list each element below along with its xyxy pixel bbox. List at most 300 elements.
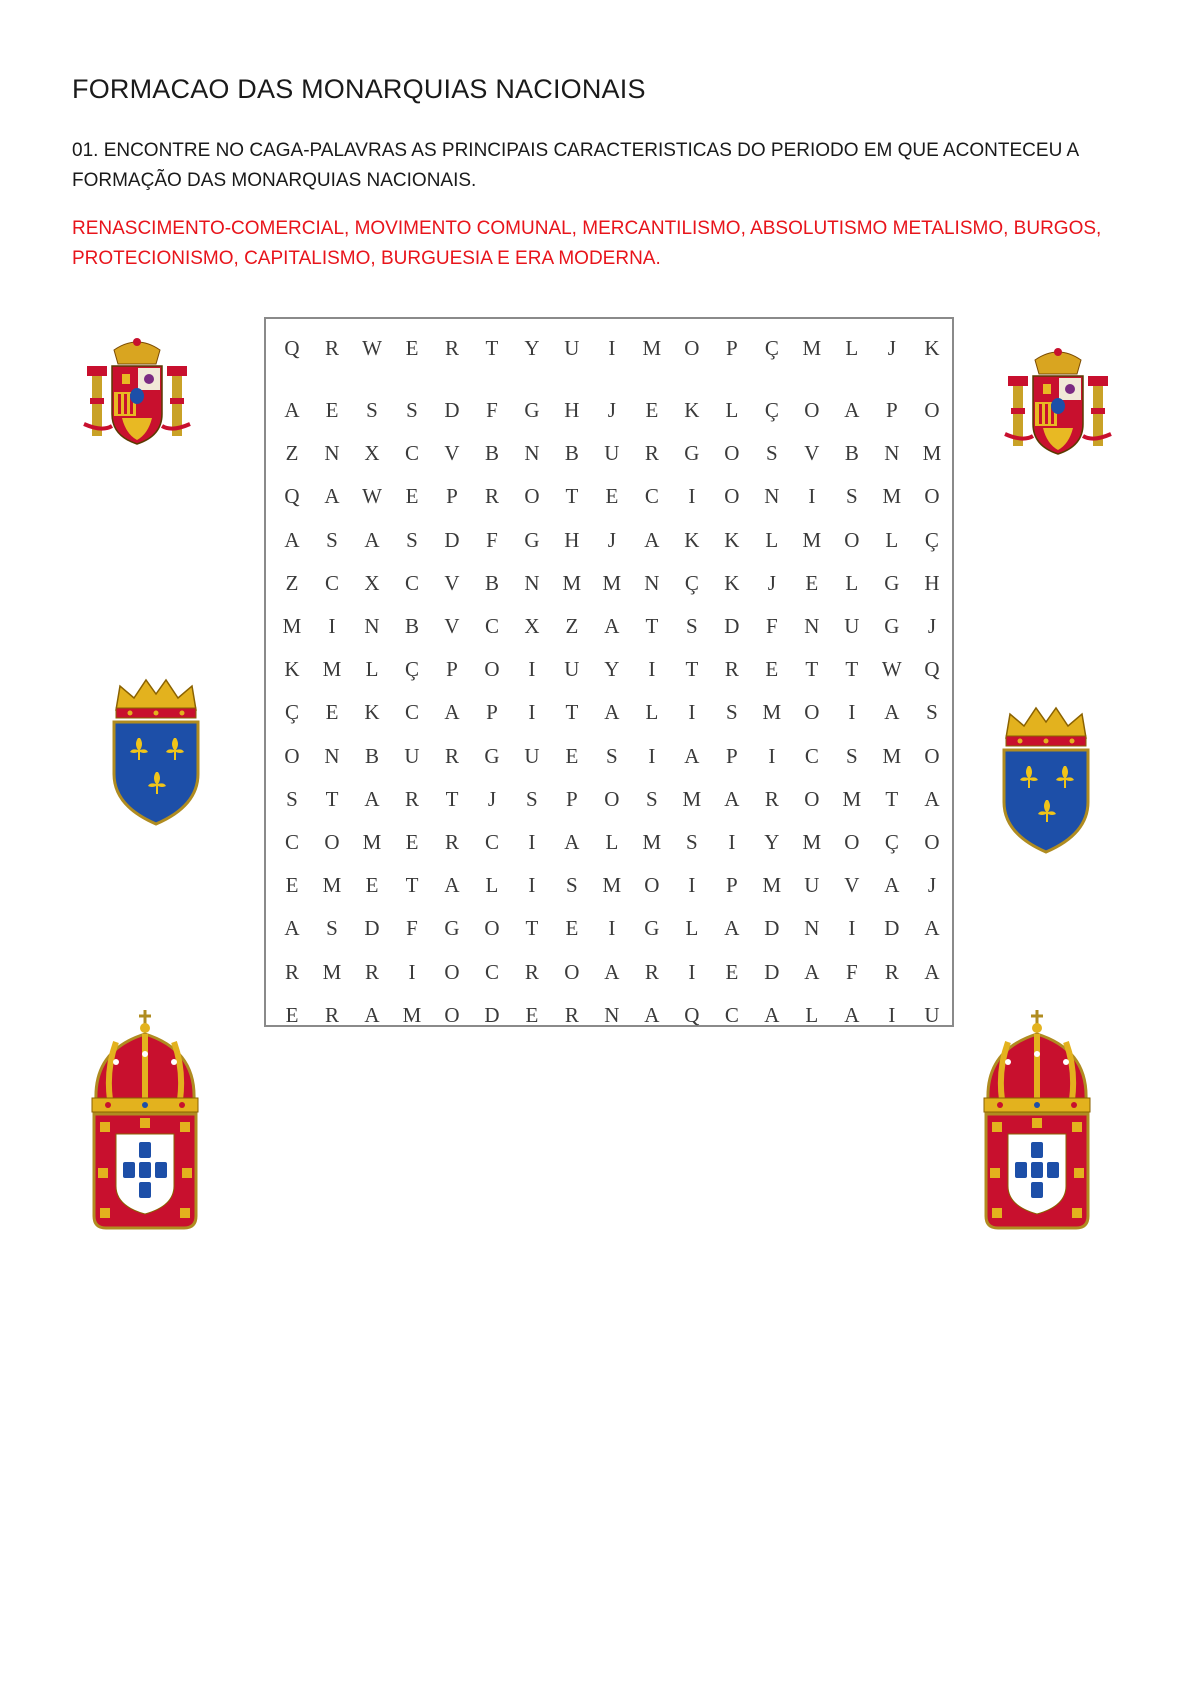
grid-letter: N: [324, 743, 340, 768]
grid-letter: R: [884, 959, 899, 984]
grid-letter: I: [888, 1002, 896, 1027]
grid-letter: C: [484, 959, 499, 984]
grid-letter: G: [484, 743, 500, 768]
grid-letter: B: [484, 570, 499, 595]
grid-row: [272, 389, 952, 432]
grid-letter: R: [444, 829, 459, 854]
grid-row: [272, 907, 952, 950]
grid-letter: U: [524, 743, 540, 768]
grid-letter: L: [765, 527, 779, 552]
grid-letter: U: [924, 1002, 940, 1027]
page-title: FORMACAO DAS MONARQUIAS NACIONAIS: [72, 74, 646, 104]
grid-letter: A: [924, 959, 940, 984]
grid-letter: U: [564, 335, 580, 360]
grid-letter: E: [565, 916, 579, 941]
grid-letter: D: [884, 916, 900, 941]
grid-letter: N: [804, 614, 820, 639]
grid-letter: I: [808, 484, 816, 509]
grid-letter: O: [444, 959, 460, 984]
grid-letter: Q: [284, 335, 300, 360]
grid-letter: J: [607, 398, 616, 423]
grid-letter: G: [884, 614, 900, 639]
grid-letter: W: [362, 335, 382, 360]
grid-letter: B: [405, 614, 420, 639]
grid-letter: M: [762, 873, 782, 898]
grid-letter: J: [887, 335, 896, 360]
grid-letter: C: [804, 743, 819, 768]
grid-letter: M: [802, 335, 822, 360]
grid-letter: C: [484, 829, 499, 854]
grid-letter: E: [285, 1002, 299, 1027]
grid-letter: R: [444, 743, 459, 768]
grid-letter: F: [486, 527, 498, 552]
grid-row: [272, 605, 952, 648]
grid-letter: L: [805, 1002, 819, 1027]
grid-letter: T: [685, 657, 699, 682]
spain-coat-of-arms-icon: [1003, 346, 1113, 464]
grid-letter: L: [685, 916, 699, 941]
grid-letter: N: [324, 441, 340, 466]
grid-letter: M: [562, 570, 582, 595]
grid-letter: M: [282, 614, 302, 639]
grid-letter: I: [328, 614, 336, 639]
grid-letter: P: [566, 786, 578, 811]
grid-letter: M: [362, 829, 382, 854]
grid-letter: O: [804, 398, 820, 423]
grid-spacer: [272, 365, 952, 389]
grid-letter: T: [525, 916, 539, 941]
grid-letter: G: [524, 398, 540, 423]
grid-row: [272, 331, 952, 365]
grid-letter: U: [844, 614, 860, 639]
grid-letter: A: [924, 916, 940, 941]
grid-letter: N: [364, 614, 380, 639]
grid-letter: E: [565, 743, 579, 768]
grid-letter: G: [524, 527, 540, 552]
grid-letter: T: [645, 614, 659, 639]
grid-letter: Ç: [764, 398, 779, 423]
grid-letter: E: [605, 484, 619, 509]
grid-letter: P: [446, 657, 458, 682]
grid-letter: Y: [524, 335, 540, 360]
grid-letter: M: [322, 657, 342, 682]
grid-letter: F: [486, 398, 498, 423]
grid-letter: T: [805, 657, 819, 682]
grid-letter: O: [644, 873, 660, 898]
grid-letter: K: [724, 527, 740, 552]
grid-letter: D: [764, 916, 780, 941]
grid-letter: L: [605, 829, 619, 854]
grid-letter: R: [284, 959, 299, 984]
grid-letter: J: [767, 570, 776, 595]
grid-letter: B: [844, 441, 859, 466]
grid-letter: E: [405, 484, 419, 509]
grid-letter: D: [724, 614, 740, 639]
grid-letter: A: [284, 916, 300, 941]
grid-letter: R: [484, 484, 499, 509]
grid-letter: P: [726, 743, 738, 768]
grid-letter: E: [645, 398, 659, 423]
grid-row: [272, 648, 952, 691]
grid-row: [272, 691, 952, 734]
grid-letter: K: [684, 527, 700, 552]
grid-letter: W: [881, 657, 902, 682]
grid-letter: C: [644, 484, 659, 509]
portugal-coat-of-arms-icon: [86, 1010, 204, 1242]
grid-letter: B: [365, 743, 380, 768]
grid-letter: S: [326, 527, 338, 552]
grid-letter: Q: [684, 1002, 700, 1027]
grid-letter: A: [884, 700, 900, 725]
grid-letter: O: [724, 484, 740, 509]
grid-letter: M: [402, 1002, 422, 1027]
grid-letter: S: [686, 614, 698, 639]
grid-letter: K: [724, 570, 740, 595]
grid-letter: L: [365, 657, 379, 682]
grid-letter: K: [684, 398, 700, 423]
grid-letter: Ç: [884, 829, 899, 854]
grid-letter: N: [804, 916, 820, 941]
grid-letter: A: [444, 873, 460, 898]
grid-letter: V: [444, 614, 460, 639]
grid-letter: I: [528, 657, 536, 682]
grid-letter: U: [804, 873, 820, 898]
grid-letter: E: [405, 335, 419, 360]
grid-letter: A: [604, 959, 620, 984]
grid-letter: E: [285, 873, 299, 898]
grid-letter: S: [765, 441, 778, 466]
grid-letter: Z: [285, 441, 299, 466]
grid-letter: I: [528, 700, 536, 725]
grid-letter: M: [322, 959, 342, 984]
grid-letter: S: [526, 786, 538, 811]
grid-letter: E: [805, 570, 819, 595]
grid-letter: M: [882, 743, 902, 768]
grid-letter: R: [644, 959, 659, 984]
grid-letter: Ç: [684, 570, 699, 595]
grid-row: [272, 519, 952, 562]
grid-letter: X: [524, 614, 540, 639]
grid-letter: A: [284, 527, 300, 552]
grid-letter: K: [284, 657, 300, 682]
grid-letter: O: [684, 335, 700, 360]
grid-letter: U: [404, 743, 420, 768]
grid-letter: F: [845, 959, 858, 984]
grid-letter: R: [365, 959, 380, 984]
grid-letter: T: [445, 786, 459, 811]
grid-letter: E: [365, 873, 379, 898]
grid-letter: J: [927, 614, 937, 639]
grid-letter: I: [688, 484, 696, 509]
grid-letter: I: [688, 959, 696, 984]
grid-row: [272, 432, 952, 475]
grid-letter: Z: [285, 570, 299, 595]
grid-letter: I: [688, 700, 696, 725]
grid-letter: S: [406, 527, 418, 552]
grid-letter: Z: [565, 614, 579, 639]
grid-letter: O: [724, 441, 740, 466]
grid-letter: A: [604, 614, 620, 639]
grid-row: [272, 735, 952, 778]
grid-letter: O: [924, 398, 940, 423]
grid-letter: A: [884, 873, 900, 898]
question-text: 01. ENCONTRE NO CAGA-PALAVRAS AS PRINCIPAIS CARACTERISTICAS DO PERIODO EM QUE ACONTECEU A FORMAÇÃO DAS MONARQUIAS NACIONAIS.: [72, 140, 1079, 191]
grid-letter: O: [484, 657, 500, 682]
grid-letter: A: [364, 1002, 380, 1027]
grid-letter: A: [764, 1002, 780, 1027]
grid-letter: A: [364, 786, 380, 811]
france-coat-of-arms-icon: [110, 678, 202, 828]
grid-letter: R: [324, 1002, 339, 1027]
grid-letter: E: [765, 657, 779, 682]
grid-letter: U: [564, 657, 580, 682]
grid-letter: T: [405, 873, 419, 898]
grid-letter: G: [644, 916, 660, 941]
grid-row: [272, 864, 952, 907]
grid-letter: O: [924, 484, 940, 509]
grid-letter: I: [728, 829, 736, 854]
grid-letter: S: [326, 916, 338, 941]
grid-letter: O: [804, 700, 820, 725]
grid-letter: O: [564, 959, 580, 984]
grid-letter: T: [845, 657, 859, 682]
word-search-grid: [264, 317, 954, 1027]
grid-letter: T: [325, 786, 339, 811]
grid-letter: P: [726, 873, 738, 898]
grid-letter: O: [444, 1002, 460, 1027]
grid-letter: C: [724, 1002, 739, 1027]
grid-letter: A: [684, 743, 700, 768]
portugal-coat-of-arms-icon: [978, 1010, 1096, 1242]
grid-letter: O: [924, 743, 940, 768]
grid-letter: R: [764, 786, 779, 811]
grid-letter: Ç: [284, 700, 299, 725]
grid-letter: V: [844, 873, 860, 898]
grid-letter: M: [842, 786, 862, 811]
grid-letter: A: [804, 959, 820, 984]
grid-letter: N: [524, 570, 540, 595]
grid-letter: H: [924, 570, 940, 595]
word-list: RENASCIMENTO-COMERCIAL, MOVIMENTO COMUNAL, MERCANTILISMO, ABSOLUTISMO METALISMO, BURGOS, PROTECIONISMO, CAPITALISMO, BURGUESIA E ERA MODERNA.: [72, 218, 1102, 269]
grid-letter: U: [604, 441, 620, 466]
grid-letter: I: [648, 743, 656, 768]
grid-letter: Y: [764, 829, 780, 854]
grid-row: [272, 950, 952, 993]
grid-letter: A: [444, 700, 460, 725]
grid-letter: O: [324, 829, 340, 854]
spain-coat-of-arms-icon: [82, 336, 192, 454]
grid-letter: O: [284, 743, 300, 768]
grid-letter: X: [364, 570, 380, 595]
grid-letter: B: [564, 441, 579, 466]
grid-letter: G: [684, 441, 700, 466]
grid-letter: I: [768, 743, 776, 768]
grid-letter: O: [604, 786, 620, 811]
grid-letter: N: [644, 570, 660, 595]
grid-letter: I: [848, 916, 856, 941]
grid-letter: R: [644, 441, 659, 466]
grid-letter: B: [484, 441, 499, 466]
grid-letter: N: [884, 441, 900, 466]
grid-letter: C: [284, 829, 299, 854]
grid-letter: P: [885, 398, 898, 423]
grid-letter: P: [486, 700, 498, 725]
grid-letter: M: [922, 441, 942, 466]
grid-letter: E: [725, 959, 739, 984]
grid-letter: E: [525, 1002, 539, 1027]
grid-letter: F: [406, 916, 418, 941]
grid-letter: C: [484, 614, 499, 639]
grid-letter: E: [325, 700, 339, 725]
grid-letter: Ç: [924, 527, 939, 552]
grid-letter: I: [848, 700, 856, 725]
grid-letter: M: [602, 873, 622, 898]
grid-letter: D: [484, 1002, 500, 1027]
grid-letter: L: [845, 335, 859, 360]
grid-letter: M: [882, 484, 902, 509]
grid-letter: L: [645, 700, 659, 725]
grid-letter: S: [845, 743, 858, 768]
grid-letter: C: [324, 570, 339, 595]
grid-letter: R: [564, 1002, 579, 1027]
grid-letter: R: [444, 335, 459, 360]
grid-letter: I: [648, 657, 656, 682]
grid-letter: I: [688, 873, 696, 898]
grid-row: [272, 821, 952, 864]
grid-letter: W: [362, 484, 382, 509]
grid-letter: D: [444, 527, 460, 552]
grid-letter: A: [364, 527, 380, 552]
grid-letter: T: [885, 786, 899, 811]
grid-letter: M: [762, 700, 782, 725]
grid-letter: T: [485, 335, 499, 360]
grid-letter: V: [444, 570, 460, 595]
grid-letter: C: [405, 570, 420, 595]
grid-letter: S: [366, 398, 378, 423]
grid-row: [272, 994, 952, 1037]
grid-letter: I: [528, 829, 536, 854]
grid-letter: K: [924, 335, 940, 360]
grid-letter: M: [802, 527, 822, 552]
grid-letter: G: [444, 916, 460, 941]
grid-letter: Ç: [405, 657, 420, 682]
grid-letter: I: [408, 959, 416, 984]
grid-letter: S: [286, 786, 298, 811]
grid-letter: S: [406, 398, 418, 423]
france-coat-of-arms-icon: [1000, 706, 1092, 856]
grid-row: [272, 562, 952, 605]
grid-letter: T: [565, 700, 579, 725]
grid-letter: S: [926, 700, 938, 725]
grid-letter: N: [604, 1002, 620, 1027]
grid-letter: S: [686, 829, 698, 854]
grid-letter: L: [885, 527, 899, 552]
grid-letter: A: [844, 398, 860, 423]
grid-row: [272, 475, 952, 518]
word-search-table: [272, 331, 952, 1037]
grid-letter: N: [524, 441, 540, 466]
grid-letter: H: [564, 398, 580, 423]
grid-letter: C: [405, 441, 420, 466]
grid-letter: D: [444, 398, 460, 423]
grid-letter: V: [444, 441, 460, 466]
grid-letter: D: [764, 959, 780, 984]
grid-letter: I: [608, 335, 616, 360]
grid-letter: A: [564, 829, 580, 854]
grid-letter: M: [802, 829, 822, 854]
grid-letter: S: [566, 873, 578, 898]
grid-letter: T: [565, 484, 579, 509]
grid-letter: A: [724, 786, 740, 811]
grid-letter: L: [725, 398, 739, 423]
grid-letter: J: [607, 527, 616, 552]
grid-letter: F: [765, 614, 778, 639]
grid-letter: M: [642, 335, 662, 360]
grid-letter: A: [284, 398, 300, 423]
grid-letter: Q: [284, 484, 300, 509]
grid-letter: V: [804, 441, 820, 466]
grid-letter: R: [724, 657, 739, 682]
grid-letter: A: [924, 786, 940, 811]
grid-letter: J: [927, 873, 937, 898]
grid-letter: A: [324, 484, 340, 509]
grid-letter: O: [844, 527, 860, 552]
grid-letter: O: [804, 786, 820, 811]
grid-letter: O: [524, 484, 540, 509]
grid-letter: A: [724, 916, 740, 941]
grid-letter: M: [642, 829, 662, 854]
grid-letter: C: [405, 700, 420, 725]
grid-letter: O: [484, 916, 500, 941]
grid-letter: N: [764, 484, 780, 509]
grid-letter: S: [726, 700, 738, 725]
grid-row: [272, 778, 952, 821]
grid-letter: M: [322, 873, 342, 898]
grid-letter: P: [726, 335, 738, 360]
grid-letter: O: [924, 829, 940, 854]
grid-letter: K: [364, 700, 380, 725]
grid-letter: Q: [924, 657, 940, 682]
grid-letter: S: [646, 786, 658, 811]
grid-letter: R: [324, 335, 339, 360]
grid-spacer-cell: [272, 365, 952, 389]
grid-letter: A: [844, 1002, 860, 1027]
grid-letter: R: [524, 959, 539, 984]
grid-letter: X: [364, 441, 380, 466]
grid-letter: J: [487, 786, 497, 811]
grid-letter: M: [682, 786, 702, 811]
grid-letter: L: [485, 873, 499, 898]
grid-letter: I: [528, 873, 536, 898]
grid-letter: G: [884, 570, 900, 595]
grid-letter: S: [845, 484, 858, 509]
grid-letter: E: [325, 398, 339, 423]
grid-letter: D: [364, 916, 380, 941]
grid-letter: Y: [604, 657, 620, 682]
grid-letter: M: [602, 570, 622, 595]
grid-letter: A: [644, 1002, 660, 1027]
grid-letter: E: [405, 829, 419, 854]
grid-letter: P: [446, 484, 458, 509]
grid-letter: L: [845, 570, 859, 595]
grid-letter: S: [606, 743, 618, 768]
grid-letter: A: [604, 700, 620, 725]
grid-letter: Ç: [764, 335, 779, 360]
grid-letter: R: [405, 786, 420, 811]
grid-letter: I: [608, 916, 616, 941]
grid-letter: O: [844, 829, 860, 854]
grid-letter: A: [644, 527, 660, 552]
